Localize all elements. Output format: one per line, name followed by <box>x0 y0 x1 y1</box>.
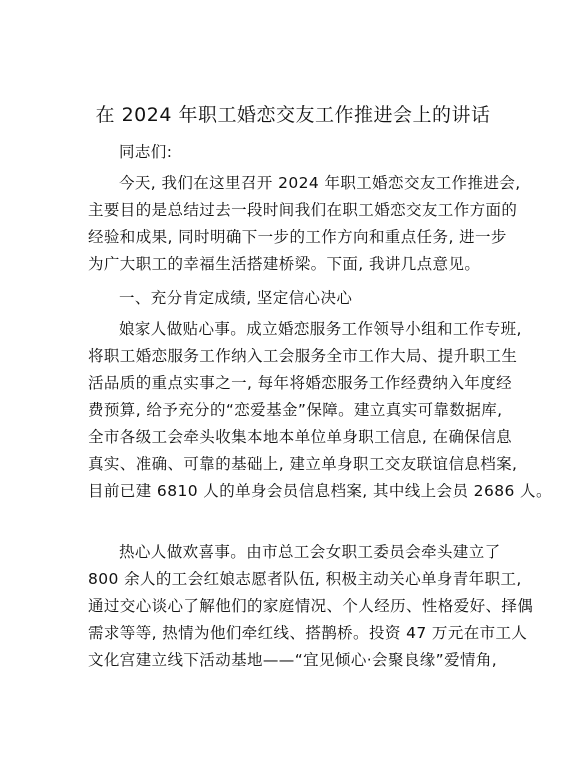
paragraph-line: 经验和成果, 同时明确下一步的工作方向和重点任务, 进一步 <box>88 228 507 246</box>
paragraph-line: 费预算, 给予充分的“恋爱基金”保障。建立真实可靠数据库, <box>88 401 503 419</box>
paragraph-line: 今天, 我们在这里召开 2024 年职工婚恋交友工作推进会, <box>119 174 521 192</box>
paragraph-line: 真实、准确、可靠的基础上, 建立单身职工交友联谊信息档案, <box>88 455 518 473</box>
paragraph-line: 主要目的是总结过去一段时间我们在职工婚恋交友工作方面的 <box>88 201 518 219</box>
paragraph-line: 目前已建 6810 人的单身会员信息档案, 其中线上会员 2686 人。 <box>88 482 552 500</box>
paragraph-line: 热心人做欢喜事。由市总工会女职工委员会牵头建立了 <box>119 543 501 561</box>
paragraph-line: 通过交心谈心了解他们的家庭情况、个人经历、性格爱好、择偶 <box>88 597 534 615</box>
paragraph-2 <box>88 316 552 505</box>
paragraph-line: 文化宫建立线下活动基地——“宜见倾心·会聚良缘”爱情角, <box>88 651 498 669</box>
salutation <box>88 139 498 166</box>
paragraph-line: 需求等等, 热情为他们牵红线、搭鹊桥。投资 47 万元在市工人 <box>88 624 528 642</box>
salutation-text: 同志们: <box>119 143 173 161</box>
paragraph-1 <box>88 170 521 278</box>
paragraph-line: 将职工婚恋服务工作纳入工会服务全市工作大局、提升职工生 <box>88 347 518 365</box>
section-heading <box>88 285 498 312</box>
paragraph-line: 娘家人做贴心事。成立婚恋服务工作领导小组和工作专班, <box>119 320 522 338</box>
paragraph-line: 全市各级工会牵头收集本地本单位单身职工信息, 在确保信息 <box>88 428 513 446</box>
document-title: 在 2024 年职工婚恋交友工作推进会上的讲话 <box>95 104 491 126</box>
section-heading-text: 一、充分肯定成绩, 坚定信心决心 <box>119 289 353 307</box>
paragraph-line: 为广大职工的幸福生活搭建桥梁。下面, 我讲几点意见。 <box>88 255 481 273</box>
paragraph-line: 800 余人的工会红娘志愿者队伍, 积极主动关心单身青年职工, <box>88 570 522 588</box>
paragraph-3 <box>88 539 534 674</box>
paragraph-line: 活品质的重点实事之一, 每年将婚恋服务工作经费纳入年度经 <box>88 374 513 392</box>
